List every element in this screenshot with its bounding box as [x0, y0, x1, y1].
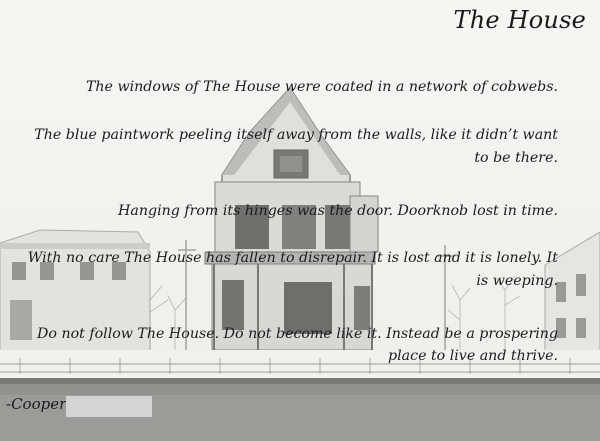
redaction-box [66, 396, 152, 417]
poem-line: Do not follow The House. Do not become like it. Instead be a prospering [37, 326, 558, 342]
poem-line: The blue paintwork peeling itself away from the walls, like it didn’t want [34, 127, 558, 143]
poem-line: to be there. [474, 150, 558, 166]
poem-line: The windows of The House were coated in a network of cobwebs. [85, 79, 558, 95]
poem-line: With no care The House has fallen to disrepair. It is lost and it is lonely. It [27, 250, 558, 266]
poem-line: Hanging from its hinges was the door. Doorknob lost in time. [118, 203, 558, 219]
poem-line: is weeping. [476, 273, 558, 289]
poem-line: place to live and thrive. [388, 348, 558, 364]
signature: -Cooper [6, 395, 67, 413]
poem-title: The House [453, 6, 586, 34]
